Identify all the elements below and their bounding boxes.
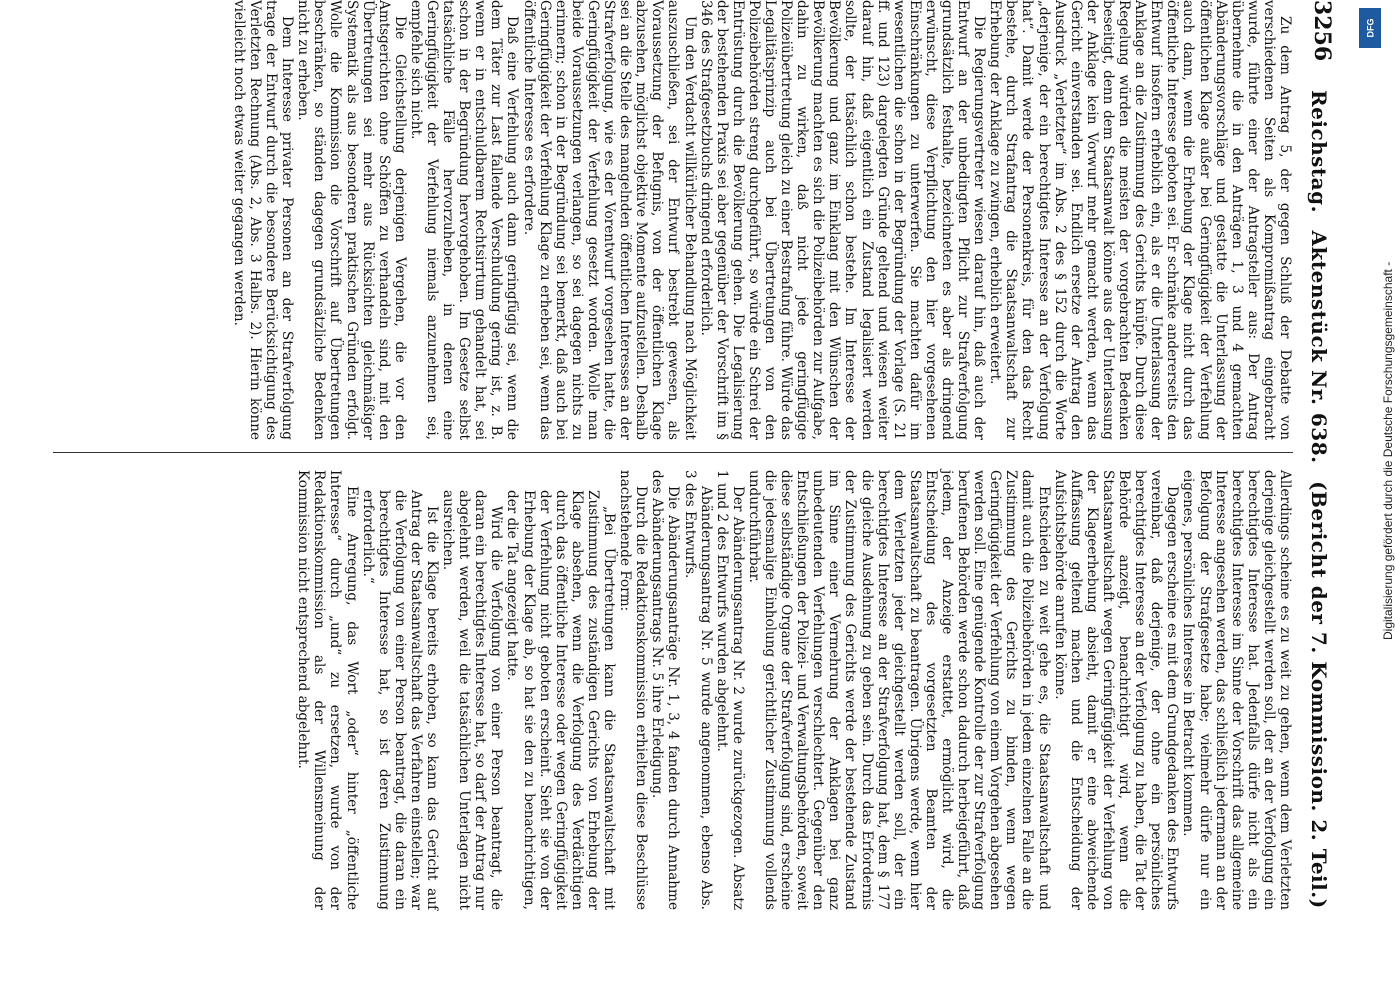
document-page [41, 0, 1341, 920]
left-column-paragraph: Zu dem Antrag 5, der gegen Schluß der Debatte von verschiedenen Seiten als Kompromißantrag eingebracht wurde, führte einer der Antragsteller aus: Der Antrag übernehme die in den Anträgen 1, 3 und 4 gemachten Abänderungsvorschläge und gestatte die Unterlassung der öffentlichen Klage außer bei Geringfügigkeit der Verfehlung auch dann, wenn die Erhebung der Klage nicht durch das öffentliche Interesse geboten sei. Er schränke andererseits den Entwurf insofern erheblich ein, als er die Unterlassung der Anklage an die Zustimmung des Gerichts knüpfe. Durch diese Regelung würden die meisten der vorgebrachten Bedenken beseitigt, denn dem Staatsanwalt könne aus der Unterlassung der Anklage kein Vorwurf mehr gemacht werden, wenn das Gericht einverstanden sei. Endlich ersetze der Antrag den Ausdruck „Verletzter“ im Abs. 2 des § 152 durch die Worte „derjenige, der ein berechtigtes Interesse an der Verfolgung hat“. Damit werde der Personenkreis, für den das Recht bestehe, durch Strafantrag die Staatsanwaltschaft zur Erhebung der Anklage zu zwingen, erheblich erweitert. [987, 0, 1293, 440]
header-reichstag: Reichstag. [1307, 90, 1331, 214]
left-column-paragraph: Daß eine Verfehlung auch dann geringfügig sei, wenn die dem Täter zur Last fallende Verschuldung gering ist, z. B. wenn er in entschuldbarem Rechtsirrtum gehandelt hat, sei schon in der Begründung hervorgehoben. Im Gesetze selbst tatsächliche Fälle hervorzuheben, in denen eine Geringfügigkeit der Verfehlung niemals anzunehmen sei, empfehle sich nicht. [407, 0, 521, 440]
column-divider [53, 452, 1293, 453]
running-title [1307, 90, 1331, 919]
page-number: 3256 [1309, 0, 1335, 62]
right-column-paragraph: Eine Anregung, das Wort „oder“ hinter „öffentliche Interesse“ durch „und“ zu ersetzen, wurde von der Redaktionskommission als der Willensmeinung der Kommission nicht entsprechend abgelehnt. [295, 470, 360, 910]
left-column-paragraph: Dem Interesse privater Personen an der Strafverfolgung trage der Entwurf durch die besondere Berücksichtigung des Verletzten Rechnung (Abs. 2, Abs. 3 Halbs. 2). Hierin könne vielleicht noch etwas weiter gegangen werden. [230, 0, 296, 440]
header-aktenstueck: Aktenstück Nr. 638. [1307, 230, 1331, 464]
page-header [1297, 0, 1341, 920]
right-column-paragraph: Durch die Redaktionskommission erhielten diese Beschlüsse nachstehende Form: [617, 470, 650, 910]
right-column-paragraph: Entschieden zu weit gehe es, die Staatsanwaltschaft und damit auch die Polizeibehörden in jedem einzelnen Falle an die Zustimmung des Gerichts zu binden, wenn wegen Geringfügigkeit der Verfehlung von einem Vorgehen abgesehen werden soll. Eine genügende Kontrolle der zur Strafverfolgung berufenen Behörden werde schon dadurch herbeigeführt, daß jedem, der Anzeige erstattet, ermöglicht wird, die Entscheidung des vorgesetzten Beamten der Staatsanwaltschaft zu beantragen. Übrigens werde, wenn hier dem Verletzten jeder gleichgestellt werden soll, der ein berechtigtes Interesse an der Strafverfolgung hat, dem § 177 die gleiche Ausdehnung zu geben sein. Durch das Erfordernis der Zustimmung des Gerichts werde der bestehende Zustand im Sinne einer Vermehrung der Anklagen bei ganz unbedeutenden Verfehlungen verschlechtert. Gegenüber den Entschließungen der Polizei- und Verwaltungsbehörden, soweit diese selbständige Organe der Strafverfolgung sind, erscheine die jedesmalige Einholung gerichtlicher Zustimmung vollends undurchführbar. [745, 470, 1052, 910]
right-column-paragraph: Die Abänderungsanträge Nr. 1, 3, 4 fanden durch Annahme des Abänderungsantrags Nr. 5 ihre Erledigung. [649, 470, 682, 910]
right-column-paragraph: Allerdings scheine es zu weit zu gehen, wenn dem Verletzten derjenige gleichgestellt werden soll, der an der Verfolgung ein berechtigtes Interesse hat. Jedenfalls dürfe nicht als ein berechtigtes Interesse im Sinne der Vorschrift das allgemeine Interesse angesehen werden, das schließlich jedermann an der Befolgung der Strafgesetze habe; vielmehr dürfe nur ein eigenes, persönliches Interesse in Betracht kommen. [1180, 470, 1293, 910]
header-bericht: (Bericht der 7. Kommission. 2. Teil.) [1307, 481, 1331, 909]
right-column-paragraph: Dagegen erscheine es mit dem Grundgedanken des Entwurfs vereinbar, daß derjenige, der ohne ein persönliches berechtigtes Interesse an der Verfolgung zu haben, die Tat der Behörde anzeigt, benachrichtigt wird, wenn die Staatsanwaltschaft wegen Geringfügigkeit der Verfehlung von der Klageerhebung absieht, damit er eine abweichende Auffassung geltend machen und die Entscheidung der Aufsichtsbehörde anrufen könne. [1051, 470, 1181, 910]
left-column-paragraph: Die Regierungsvertreter wiesen darauf hin, daß auch der Entwurf an der unbedingten Pflicht zur Strafverfolgung grundsätzlich festhalte, bezeichneten es aber als dringend erwünscht, diese Verpflichtung den hier vorgesehenen Einschränkungen zu unterwerfen. Sie machten dafür im wesentlichen die schon in der Begründung der Vorlage (S. 21 ff. und 123) dargelegten Gründe geltend und wiesen weiter darauf hin, daß eigentlich ein Zustand legalisiert werden sollte, der tatsächlich schon bestehe. Im Interesse der Bevölkerung und ganz im Einklang mit den Wünschen der Bevölkerung machten es sich die Polizeibehörden zur Aufgabe, dahin zu wirken, daß nicht jede geringfügige Polizeiübertretung gleich zu einer Bestrafung führe. Würde das Legalitätsprinzip auch bei Übertretungen von den Polizeibehörden streng durchgeführt, so würde ein Schrei der Entrüstung durch die Bevölkerung gehen. Die Legalisierung der bestehenden Praxis sei aber gegenüber der Vorschrift im § 346 des Strafgesetzbuchs dringend erforderlich. [697, 0, 988, 440]
left-column [53, 0, 1293, 440]
right-column-paragraph: Wird die Verfolgung von einer Person beantragt, die daran ein berechtigtes Interesse hat, so darf der Antrag nur abgelehnt werden, weil die tatsächlichen Unterlagen nicht ausreichen. [440, 490, 505, 910]
left-column-paragraph: Die Gleichstellung derjenigen Vergehen, die vor den Amtsgerichten ohne Schöffen zu verhandeln sind, mit den Übertretungen sei mehr aus Rücksichten gleichmäßiger Systematik als aus besonderen praktischen Gründen erfolgt. Wolle die Kommission die Vorschrift auf Übertretungen beschränken, so ständen dagegen grundsätzliche Bedenken nicht zu erheben. [295, 0, 408, 440]
right-column-paragraph: Ist die Klage bereits erhoben, so kann das Gericht auf Antrag der Staatsanwaltschaft das Verfahren einstellen; war die Verfolgung von einer Person beantragt, die daran ein berechtigtes Interesse hat, so ist deren Zustimmung erforderlich.“ [359, 490, 441, 910]
digitization-note [1355, 0, 1395, 1000]
left-column-paragraph: Um den Verdacht willkürlicher Behandlung nach Möglichkeit auszuschließen, sei der Entwurf bestrebt gewesen, als Voraussetzung der Befugnis, von der öffentlichen Klage abzusehen, möglichst objektive Momente aufzustellen. Deshalb sei an die Stelle des mangelnden öffentlichen Interesses an der Strafverfolgung, wie es der Vorentwurf vorgesehen hatte, die Geringfügigkeit der Verfehlung gesetzt worden. Wolle man beide Voraussetzungen verlangen, so sei dagegen nichts zu erinnern; schon in der Begründung sei bemerkt, daß auch bei Geringfügigkeit der Verfehlung Klage zu erheben sei, wenn das öffentliche Interesse es erfordere. [520, 0, 698, 440]
right-column-paragraph: Der Abänderungsantrag Nr. 2 wurde zurückgezogen. Absatz 1 und 2 des Entwurfs wurden abgelehnt. [713, 470, 746, 910]
right-column-paragraph: „Bei Übertretungen kann die Staatsanwaltschaft mit Zustimmung des zuständigen Gerichts von Erhebung der Klage absehen, wenn die Verfolgung des Verdächtigen durch das öffentliche Interesse oder wegen Geringfügigkeit der Verfehlung nicht geboten erscheint. Sieht sie von der Erhebung der Klage ab, so hat sie den zu benachrichtigen, der die Tat angezeigt hatte. [504, 490, 618, 910]
right-column [53, 470, 1293, 910]
digitization-note-text: Digitalisierung gefördert durch die Deutsche Forschungsgemeinschaft - [1381, 261, 1395, 640]
dfg-logo-text: DFG [1365, 18, 1375, 38]
right-column-paragraph: Abänderungsantrag Nr. 5 wurde angenommen, ebenso Abs. 3 des Entwurfs. [681, 470, 714, 910]
